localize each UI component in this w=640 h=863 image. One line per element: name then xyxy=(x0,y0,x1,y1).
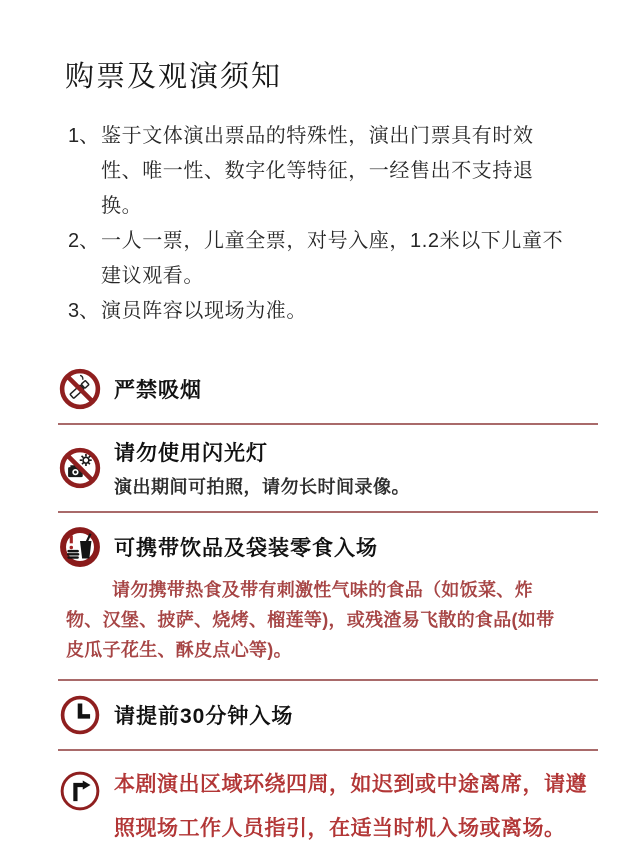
rule-subtext-red: 请勿携带热食及带有刺激性气味的食品（如饭菜、炸物、汉堡、披萨、烧烤、榴莲等)，或残渣易飞散的食品(如带皮瓜子花生、酥皮点心等)。 xyxy=(66,580,555,660)
rule-title: 请提前30分钟入场 xyxy=(114,705,294,728)
no-flash-icon xyxy=(58,446,102,490)
rule-subtext: 演出期间可拍照，请勿长时间录像。 xyxy=(114,477,410,497)
rule-text-block xyxy=(114,437,410,499)
rule-title: 请勿使用闪光灯 xyxy=(114,442,268,465)
notice-text: 演员阵容以现场为准。 xyxy=(101,300,307,322)
notice-text: 一人一票，儿童全票，对号入座，1.2米以下儿童不建议观看。 xyxy=(101,230,564,287)
rule-title: 可携带饮品及袋装零食入场 xyxy=(114,537,378,560)
rule-drink-snack xyxy=(58,513,598,679)
page-title: 购票及观演须知 xyxy=(65,61,283,93)
notice-number: 2、 xyxy=(68,230,100,252)
rule-arrive-early xyxy=(58,681,598,749)
notice-number: 1、 xyxy=(68,125,100,147)
notice-text: 鉴于文体演出票品的特殊性，演出门票具有时效性、唯一性、数字化等特征，一经售出不支持退换。 xyxy=(101,125,534,217)
notice-list xyxy=(68,119,640,329)
no-smoking-icon xyxy=(58,367,102,411)
rule-title: 严禁吸烟 xyxy=(114,379,202,402)
rule-late-arrival xyxy=(58,751,598,863)
notice-item-2 xyxy=(68,224,640,294)
rule-no-flash xyxy=(58,425,598,511)
rules-list xyxy=(58,355,598,863)
notice-item-1 xyxy=(68,119,640,224)
rule-no-smoking xyxy=(58,355,598,423)
rule-heading-row xyxy=(58,525,598,569)
rule-title-red: 本剧演出区域环绕四周，如迟到或中途离席，请遵照现场工作人员指引，在适当时机入场或离场。 xyxy=(114,773,587,840)
drink-snack-icon xyxy=(58,525,102,569)
clock-icon xyxy=(58,693,102,737)
notice-number: 3、 xyxy=(68,300,100,322)
notice-item-3 xyxy=(68,294,640,329)
turn-arrow-icon xyxy=(58,769,102,813)
